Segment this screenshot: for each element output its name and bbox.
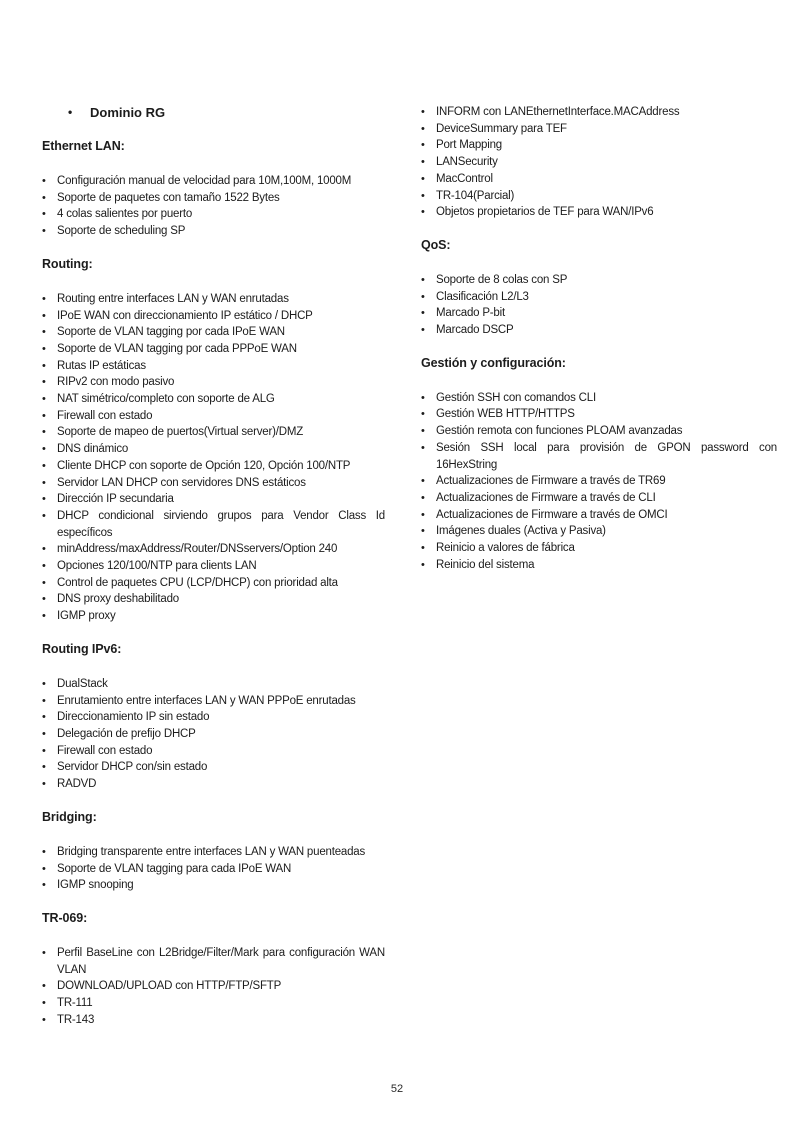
- list-item: [42, 608, 385, 625]
- list-item-text: Actualizaciones de Firmware a través de TR69: [436, 475, 666, 488]
- list-item: [42, 709, 385, 726]
- list-item: [42, 558, 385, 575]
- section-heading: Bridging:: [42, 809, 97, 824]
- list-item-text: Enrutamiento entre interfaces LAN y WAN PPPoE enrutadas: [57, 694, 356, 707]
- bullet-marker-icon: •: [42, 225, 46, 238]
- doc-section: [42, 138, 385, 240]
- list-item: [42, 676, 385, 693]
- bullet-marker-icon: •: [42, 778, 46, 791]
- bullet-marker-icon: •: [42, 761, 46, 774]
- list-item: [42, 978, 385, 995]
- bullet-marker-icon: •: [421, 307, 425, 320]
- list-item-text: DNS dinámico: [57, 443, 129, 456]
- bullet-marker-icon: •: [42, 946, 46, 959]
- list-item-text: Reinicio a valores de fábrica: [436, 542, 575, 555]
- left-column: [42, 104, 385, 1044]
- bullet-marker-icon: •: [42, 326, 46, 339]
- list-item-text: Dirección IP secundaria: [57, 493, 174, 506]
- bullet-marker-icon: •: [42, 576, 46, 589]
- bullet-list: [42, 173, 385, 240]
- list-item: [421, 390, 777, 407]
- list-item-text: Gestión WEB HTTP/HTTPS: [436, 408, 575, 421]
- list-item: [42, 190, 385, 207]
- list-item: [42, 324, 385, 341]
- list-item: [42, 508, 385, 541]
- list-item: [42, 693, 385, 710]
- doc-section: [42, 809, 385, 894]
- section-heading: Routing:: [42, 256, 93, 271]
- list-item: [42, 861, 385, 878]
- list-item-text: RADVD: [57, 778, 97, 791]
- section-heading: TR-069:: [42, 910, 88, 925]
- bullet-marker-icon: •: [42, 426, 46, 439]
- list-item-text: LANSecurity: [436, 156, 498, 169]
- list-item: [421, 104, 777, 121]
- list-item-text: Soporte de paquetes con tamaño 1522 Bytes: [57, 191, 280, 204]
- list-item: [421, 473, 777, 490]
- bullet-marker-icon: •: [421, 425, 425, 438]
- bullet-marker-icon: •: [42, 359, 46, 372]
- list-item: [421, 540, 777, 557]
- list-item: [421, 322, 777, 339]
- list-item-text: Configuración manual de velocidad para 10M,100M, 1000M: [57, 175, 352, 187]
- list-item-text: Servidor DHCP con/sin estado: [57, 761, 208, 774]
- list-item: [421, 121, 777, 138]
- list-item-text: Imágenes duales (Activa y Pasiva): [436, 525, 606, 538]
- list-item-text: Reinicio del sistema: [436, 558, 535, 571]
- list-item: [421, 557, 777, 574]
- list-item-text: Marcado DSCP: [436, 324, 514, 337]
- list-item-text: TR-104(Parcial): [436, 189, 515, 202]
- list-item-text: IGMP proxy: [57, 610, 116, 623]
- list-item: [42, 945, 385, 978]
- list-item-text: Actualizaciones de Firmware a través de OMCI: [436, 508, 668, 521]
- bullet-marker-icon: •: [42, 342, 46, 355]
- list-item: [42, 374, 385, 391]
- doc-section: [42, 641, 385, 793]
- list-item-text: MacControl: [436, 172, 493, 185]
- list-item: [42, 591, 385, 608]
- list-item-text: Soporte de VLAN tagging por cada PPPoE WAN: [57, 342, 297, 355]
- bullet-marker-icon: •: [42, 593, 46, 606]
- list-item-text: Port Mapping: [436, 139, 502, 152]
- list-item: [421, 523, 777, 540]
- list-item: [42, 391, 385, 408]
- bullet-marker-icon: •: [42, 997, 46, 1010]
- doc-section: [42, 910, 385, 1029]
- list-item-text: Soporte de VLAN tagging para cada IPoE WAN: [57, 862, 292, 875]
- list-item-text: TR-111: [57, 997, 93, 1010]
- bullet-marker-icon: •: [42, 476, 46, 489]
- right-column: [421, 104, 777, 1044]
- bullet-marker-icon: •: [42, 208, 46, 221]
- bullet-list: [42, 676, 385, 793]
- list-item-text: Opciones 120/100/NTP para clients LAN: [57, 560, 257, 573]
- list-item: [421, 137, 777, 154]
- list-item: [421, 305, 777, 322]
- doc-section: [421, 355, 777, 574]
- bullet-marker-icon: •: [42, 677, 46, 690]
- list-item: [42, 575, 385, 592]
- bullet-marker-icon: •: [421, 441, 425, 454]
- list-item: [421, 507, 777, 524]
- list-item-text: DNS proxy deshabilitado: [57, 593, 179, 606]
- list-item: [42, 776, 385, 793]
- list-item: [42, 223, 385, 240]
- bullet-marker-icon: •: [421, 525, 425, 538]
- list-item-text: IGMP snooping: [57, 879, 134, 892]
- list-item: [42, 541, 385, 558]
- list-item-text: Soporte de mapeo de puertos(Virtual server)/DMZ: [57, 426, 304, 439]
- bullet-marker-icon: •: [42, 292, 46, 305]
- list-item: [42, 341, 385, 358]
- list-item: [421, 490, 777, 507]
- list-item-text: DeviceSummary para TEF: [436, 122, 567, 135]
- list-item: [42, 206, 385, 223]
- bullet-marker-icon: •: [42, 191, 46, 204]
- doc-section: [421, 237, 777, 339]
- bullet-marker-icon: •: [421, 172, 425, 185]
- list-item: [421, 406, 777, 423]
- list-item: [42, 743, 385, 760]
- bullet-list: [421, 104, 777, 221]
- doc-section: [42, 256, 385, 625]
- list-item: [42, 424, 385, 441]
- bullet-marker-icon: •: [421, 290, 425, 303]
- list-item-text: IPoE WAN con direccionamiento IP estático / DHCP: [57, 309, 313, 322]
- bullet-marker-icon: •: [42, 443, 46, 456]
- title-bullet-marker: •: [68, 105, 73, 119]
- list-item-text: RIPv2 con modo pasivo: [57, 376, 175, 389]
- list-item-text: minAddress/maxAddress/Router/DNSservers/Option 240: [57, 543, 338, 556]
- list-item: [42, 475, 385, 492]
- list-item: [42, 877, 385, 894]
- list-item-text: Servidor LAN DHCP con servidores DNS estáticos: [57, 476, 306, 489]
- list-item: [421, 154, 777, 171]
- list-item-text: DualStack: [57, 677, 108, 690]
- list-item-text: Rutas IP estáticas: [57, 359, 146, 372]
- list-item-text: Cliente DHCP con soporte de Opción 120, Opción 100/NTP: [57, 459, 351, 472]
- list-item: [42, 291, 385, 308]
- list-item: [421, 423, 777, 440]
- list-item-text: Soporte de VLAN tagging por cada IPoE WAN: [57, 326, 285, 339]
- bullet-marker-icon: •: [42, 560, 46, 573]
- list-item: [421, 171, 777, 188]
- bullet-marker-icon: •: [421, 391, 425, 404]
- list-item-text: Control de paquetes CPU (LCP/DHCP) con prioridad alta: [57, 576, 338, 589]
- list-item: [42, 358, 385, 375]
- list-item-text: Delegación de prefijo DHCP: [57, 727, 196, 740]
- bullet-marker-icon: •: [42, 509, 46, 522]
- list-item-text: TR-143: [57, 1013, 95, 1026]
- bullet-marker-icon: •: [42, 1013, 46, 1026]
- bullet-marker-icon: •: [421, 273, 425, 286]
- bullet-list: [42, 945, 385, 1029]
- list-item-text: Marcado P-bit: [436, 307, 505, 320]
- bullet-marker-icon: •: [421, 122, 425, 135]
- bullet-marker-icon: •: [42, 175, 46, 187]
- list-item: [421, 204, 777, 221]
- list-item: [421, 188, 777, 205]
- bullet-list: [421, 390, 777, 574]
- bullet-marker-icon: •: [421, 206, 425, 219]
- list-item-text: Gestión remota con funciones PLOAM avanzadas: [436, 425, 683, 438]
- list-item-text: DHCP condicional sirviendo grupos para Vendor Class Id específicos: [57, 509, 385, 539]
- bullet-marker-icon: •: [42, 376, 46, 389]
- bullet-marker-icon: •: [421, 324, 425, 337]
- list-item: [42, 844, 385, 861]
- list-item-text: Objetos propietarios de TEF para WAN/IPv6: [436, 206, 654, 219]
- list-item-text: Soporte de scheduling SP: [57, 225, 186, 238]
- list-item: [42, 308, 385, 325]
- bullet-marker-icon: •: [42, 610, 46, 623]
- page-number: 52: [390, 1083, 404, 1095]
- bullet-marker-icon: •: [42, 409, 46, 422]
- list-item-text: Bridging transparente entre interfaces LAN y WAN puenteadas: [57, 845, 366, 858]
- bullet-marker-icon: •: [421, 542, 425, 555]
- list-item-text: Soporte de 8 colas con SP: [436, 273, 568, 286]
- list-item: [42, 173, 385, 190]
- list-item-text: INFORM con LANEthernetInterface.MACAddress: [436, 106, 680, 118]
- bullet-marker-icon: •: [421, 106, 425, 118]
- bullet-marker-icon: •: [421, 408, 425, 421]
- bullet-marker-icon: •: [42, 862, 46, 875]
- bullet-marker-icon: •: [42, 845, 46, 858]
- list-item: [42, 491, 385, 508]
- list-item: [42, 759, 385, 776]
- bullet-list: [42, 291, 385, 625]
- list-item-text: Clasificación L2/L3: [436, 290, 529, 303]
- bullet-marker-icon: •: [421, 156, 425, 169]
- list-item-text: Routing entre interfaces LAN y WAN enrutadas: [57, 292, 289, 305]
- bullet-list: [42, 844, 385, 894]
- section-heading: Routing IPv6:: [42, 641, 122, 656]
- list-item-text: Actualizaciones de Firmware a través de CLI: [436, 491, 656, 504]
- bullet-marker-icon: •: [421, 491, 425, 504]
- bullet-marker-icon: •: [42, 879, 46, 892]
- list-item: [42, 726, 385, 743]
- bullet-marker-icon: •: [421, 558, 425, 571]
- list-item-text: Sesión SSH local para provisión de GPON password con 16HexString: [436, 441, 777, 471]
- bullet-marker-icon: •: [42, 980, 46, 993]
- list-item-text: 4 colas salientes por puerto: [57, 208, 193, 221]
- bullet-marker-icon: •: [42, 711, 46, 724]
- section-heading: QoS:: [421, 237, 451, 252]
- section-heading: Gestión y configuración:: [421, 355, 566, 370]
- document-title-row: [42, 104, 385, 121]
- bullet-marker-icon: •: [421, 139, 425, 152]
- list-item: [421, 272, 777, 289]
- doc-section: [421, 104, 777, 221]
- list-item: [42, 458, 385, 475]
- bullet-marker-icon: •: [42, 543, 46, 556]
- bullet-marker-icon: •: [42, 309, 46, 322]
- bullet-marker-icon: •: [42, 393, 46, 406]
- bullet-list: [421, 272, 777, 339]
- list-item: [42, 441, 385, 458]
- list-item: [421, 289, 777, 306]
- list-item-text: Firewall con estado: [57, 744, 153, 757]
- bullet-marker-icon: •: [42, 459, 46, 472]
- bullet-marker-icon: •: [42, 727, 46, 740]
- list-item-text: Firewall con estado: [57, 409, 153, 422]
- list-item: [42, 408, 385, 425]
- bullet-marker-icon: •: [421, 475, 425, 488]
- list-item-text: DOWNLOAD/UPLOAD con HTTP/FTP/SFTP: [57, 980, 282, 993]
- list-item: [421, 440, 777, 473]
- section-heading: Ethernet LAN:: [42, 139, 125, 153]
- bullet-marker-icon: •: [42, 744, 46, 757]
- list-item-text: Gestión SSH con comandos CLI: [436, 391, 596, 404]
- bullet-marker-icon: •: [42, 493, 46, 506]
- bullet-marker-icon: •: [421, 189, 425, 202]
- list-item: [42, 1012, 385, 1029]
- page-title: Dominio RG: [90, 105, 166, 120]
- list-item-text: Perfil BaseLine con L2Bridge/Filter/Mark para configuración WAN VLAN: [57, 946, 385, 976]
- bullet-marker-icon: •: [421, 508, 425, 521]
- list-item-text: NAT simétrico/completo con soporte de ALG: [57, 393, 275, 406]
- list-item: [42, 995, 385, 1012]
- bullet-marker-icon: •: [42, 694, 46, 707]
- list-item-text: Direccionamiento IP sin estado: [57, 711, 210, 724]
